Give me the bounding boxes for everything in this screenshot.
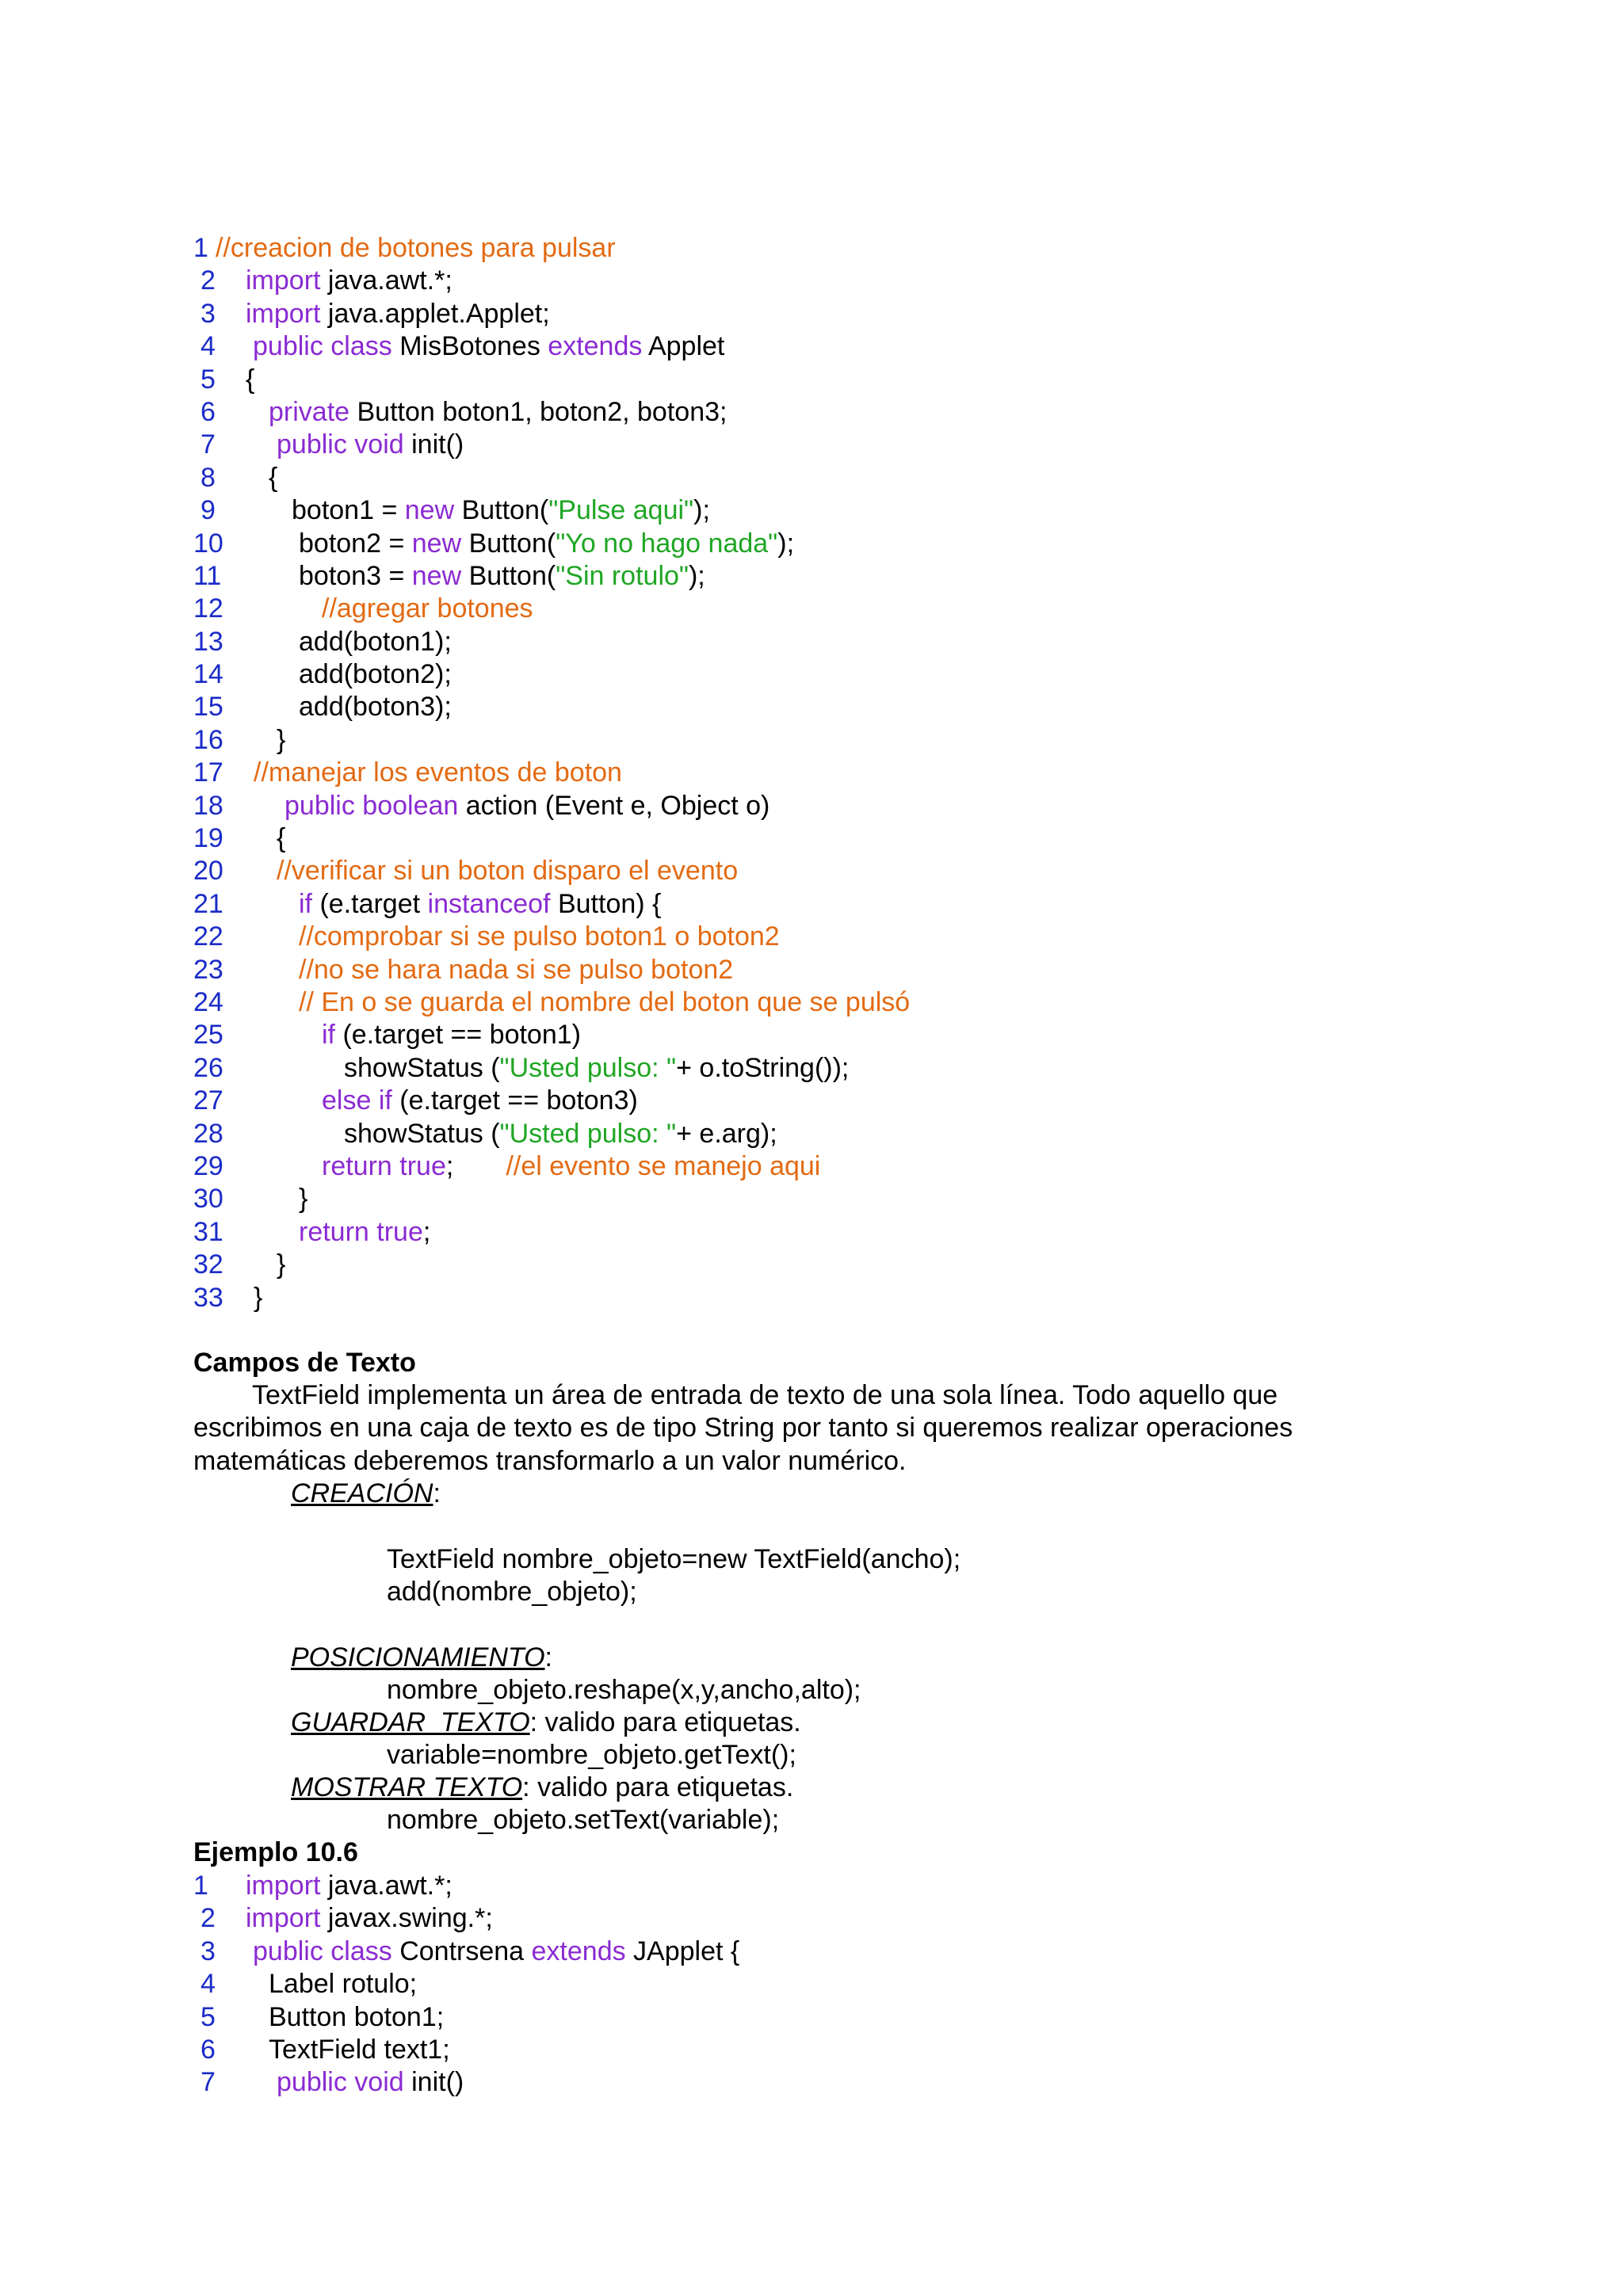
keyword-token: public void <box>277 2067 404 2098</box>
code-token: Label rotulo; <box>269 1969 418 2000</box>
code-token: (e.target == boton3) <box>391 1085 638 1116</box>
line-number: 17 <box>193 757 223 788</box>
code-listing-contrasena <box>193 1870 1461 2100</box>
keyword-token: if <box>299 888 312 919</box>
line-number: 3 <box>200 1936 216 1966</box>
keyword-token: public boolean <box>285 790 459 821</box>
keyword-token: new <box>411 528 462 559</box>
code-token: java.awt.*; <box>320 265 453 296</box>
keyword-token: public class <box>253 1936 392 1966</box>
code-text <box>299 921 780 953</box>
line-number: 3 <box>200 298 216 329</box>
keyword-token: return true <box>299 1216 423 1247</box>
line-number: 16 <box>193 724 223 755</box>
example-heading: Ejemplo 10.6 <box>193 1837 358 1867</box>
code-line <box>193 1936 1461 1968</box>
keyword-token: import <box>246 1871 321 1901</box>
keyword-token: private <box>269 396 350 427</box>
line-number: 24 <box>193 986 223 1017</box>
line-number: 28 <box>193 1118 223 1149</box>
code-token: java.applet.Applet; <box>320 298 550 329</box>
comment-token: //el evento se manejo aqui <box>506 1150 821 1181</box>
creacion-label-row: CREACIÓN: <box>291 1478 441 1508</box>
code-line <box>193 265 1461 297</box>
code-text <box>254 757 622 789</box>
code-text <box>322 593 533 625</box>
code-text <box>246 1902 493 1935</box>
keyword-token: import <box>246 265 321 296</box>
line-number: 25 <box>193 1020 223 1051</box>
line-number: 2 <box>200 265 216 296</box>
line-number: 14 <box>193 659 223 690</box>
code-token: java.awt.*; <box>320 1871 453 1901</box>
code-text <box>269 2001 444 2034</box>
code-token: + e.arg); <box>676 1118 777 1149</box>
code-line <box>193 232 1461 265</box>
line-number: 29 <box>193 1150 223 1181</box>
code-line <box>193 790 1461 822</box>
code-line <box>193 921 1461 953</box>
posicionamiento-label: POSICIONAMIENTO <box>291 1642 545 1672</box>
string-token: "Usted pulso: " <box>499 1052 677 1083</box>
code-line <box>193 986 1461 1019</box>
code-token: add(boton3); <box>299 692 452 723</box>
paragraph-line-1: TextField implementa un área de entrada de texto de una sola línea. Todo aquello que <box>252 1380 1278 1410</box>
line-number: 15 <box>193 692 223 723</box>
mostrar-code: nombre_objeto.setText(variable); <box>387 1805 780 1835</box>
code-token: add(boton1); <box>299 626 452 657</box>
code-text <box>253 330 724 363</box>
code-line <box>193 2001 1461 2034</box>
comment-token: //no se hara nada si se pulso boton2 <box>299 954 734 985</box>
code-text <box>299 954 733 986</box>
line-number: 13 <box>193 626 223 657</box>
code-text <box>254 1282 262 1314</box>
line-number: 7 <box>200 429 216 460</box>
code-token: { <box>269 462 278 493</box>
code-token: ); <box>693 495 710 526</box>
code-text <box>277 822 285 855</box>
keyword-token: import <box>246 1903 321 1934</box>
line-number: 7 <box>200 2067 216 2098</box>
code-token: ); <box>688 560 705 591</box>
line-number: 21 <box>193 888 223 919</box>
code-line <box>193 1085 1461 1117</box>
code-token: } <box>254 1282 263 1313</box>
code-text <box>285 790 769 822</box>
line-number: 32 <box>193 1249 223 1280</box>
line-number: 18 <box>193 790 223 821</box>
code-token: boton1 = <box>292 495 405 526</box>
code-token: (e.target == boton1) <box>335 1020 581 1051</box>
code-token: } <box>277 724 286 755</box>
code-line <box>193 560 1461 593</box>
code-line <box>193 298 1461 330</box>
code-text <box>299 626 452 658</box>
keyword-token: return true <box>322 1150 446 1181</box>
code-token: init() <box>403 2067 464 2098</box>
code-token: Button( <box>461 560 556 591</box>
code-line <box>193 429 1461 461</box>
code-text <box>253 1936 739 1968</box>
code-token: ; <box>445 1150 506 1181</box>
posicionamiento-label-row: POSICIONAMIENTO: <box>291 1642 552 1672</box>
code-text <box>344 1052 849 1085</box>
code-token: TextField text1; <box>269 2034 450 2065</box>
string-token: "Usted pulso: " <box>499 1118 677 1149</box>
line-number: 11 <box>193 560 222 591</box>
line-number: 2 <box>200 1903 216 1934</box>
creacion-code-line-1: TextField nombre_objeto=new TextField(ancho); <box>387 1544 961 1574</box>
guardar-label: GUARDAR TEXTO <box>291 1707 530 1737</box>
code-line <box>193 528 1461 560</box>
code-text <box>216 232 616 265</box>
line-number: 22 <box>193 921 223 952</box>
code-token: Applet <box>642 331 725 362</box>
line-number: 5 <box>200 364 216 395</box>
code-text <box>277 429 464 461</box>
code-token: { <box>246 364 255 395</box>
code-text <box>246 298 550 330</box>
comment-token: // En o se guarda el nombre del boton que se pulsó <box>299 986 911 1017</box>
code-line <box>193 1019 1461 1051</box>
line-number: 4 <box>200 1969 216 2000</box>
code-text <box>299 888 661 921</box>
code-token: (e.target <box>312 888 428 919</box>
section-heading: Campos de Texto <box>193 1348 416 1378</box>
code-line <box>193 757 1461 789</box>
string-token: "Pulse aqui" <box>548 495 694 526</box>
code-text <box>292 494 710 527</box>
code-token: Contrsena <box>391 1936 532 1966</box>
code-text <box>322 1085 638 1117</box>
line-number: 9 <box>200 495 216 526</box>
code-text <box>277 724 285 757</box>
line-number: 23 <box>193 954 223 985</box>
code-text <box>322 1019 581 1051</box>
code-token: javax.swing.*; <box>320 1903 493 1934</box>
code-text <box>246 1870 453 1902</box>
keyword-token: else if <box>322 1085 392 1116</box>
keyword-token: import <box>246 298 321 329</box>
code-line <box>193 2066 1461 2099</box>
line-number: 30 <box>193 1184 223 1215</box>
code-line <box>193 691 1461 723</box>
code-line <box>193 1118 1461 1150</box>
code-text <box>299 560 705 593</box>
line-number: 20 <box>193 856 223 887</box>
code-text <box>277 2066 464 2099</box>
code-token: action (Event e, Object o) <box>458 790 770 821</box>
code-line <box>193 658 1461 691</box>
line-number: 19 <box>193 823 223 854</box>
string-token: "Sin rotulo" <box>556 560 689 591</box>
keyword-token: if <box>322 1020 335 1051</box>
code-line <box>193 494 1461 527</box>
code-line <box>193 1870 1461 1902</box>
code-line <box>193 396 1461 429</box>
code-text <box>269 1968 417 2000</box>
code-line <box>193 1150 1461 1183</box>
code-text <box>269 396 727 429</box>
code-line <box>193 1968 1461 2000</box>
code-line <box>193 888 1461 921</box>
code-token: } <box>299 1184 308 1215</box>
line-number: 33 <box>193 1282 223 1313</box>
code-line <box>193 1216 1461 1249</box>
string-token: "Yo no hago nada" <box>556 528 778 559</box>
line-number: 12 <box>193 593 223 624</box>
mostrar-label-row: MOSTRAR TEXTO: valido para etiquetas. <box>291 1772 794 1802</box>
guardar-label-row: GUARDAR TEXTO: valido para etiquetas. <box>291 1707 801 1737</box>
code-token: Button( <box>461 528 556 559</box>
keyword-token: public class <box>253 331 392 362</box>
code-line <box>193 462 1461 494</box>
posicionamiento-code: nombre_objeto.reshape(x,y,ancho,alto); <box>387 1675 861 1705</box>
code-text <box>299 1183 307 1215</box>
paragraph-line-3: matemáticas deberemos transformarlo a un valor numérico. <box>193 1445 907 1476</box>
code-token: Button( <box>454 495 549 526</box>
keyword-token: instanceof <box>427 888 551 919</box>
keyword-token: extends <box>531 1936 626 1966</box>
code-line <box>193 1183 1461 1215</box>
comment-token: //creacion de botones para pulsar <box>216 233 616 263</box>
code-text <box>269 462 277 494</box>
code-text <box>344 1118 777 1150</box>
code-token: MisBotones <box>391 331 548 362</box>
code-line <box>193 1902 1461 1935</box>
comment-token: //manejar los eventos de boton <box>254 757 622 788</box>
code-line <box>193 724 1461 757</box>
keyword-token: public void <box>277 429 404 460</box>
code-line <box>193 1052 1461 1085</box>
code-text <box>277 1249 285 1281</box>
code-text <box>277 855 738 887</box>
code-text <box>299 528 794 560</box>
comment-token: //verificar si un boton disparo el evento <box>277 856 739 887</box>
code-token: Button boton1; <box>269 2001 445 2032</box>
code-text <box>299 691 452 723</box>
code-token: Button) { <box>550 888 662 919</box>
code-token: add(boton2); <box>299 659 452 690</box>
line-number: 5 <box>200 2001 216 2032</box>
creacion-label: CREACIÓN <box>291 1478 433 1508</box>
code-text <box>322 1150 820 1183</box>
code-token: ; <box>422 1216 431 1247</box>
line-number: 26 <box>193 1052 223 1083</box>
creacion-code-line-2: add(nombre_objeto); <box>387 1577 637 1607</box>
code-line <box>193 1282 1461 1314</box>
code-line <box>193 593 1461 625</box>
paragraph-line-2: escribimos en una caja de texto es de tipo String por tanto si queremos realizar operaciones <box>193 1413 1293 1444</box>
code-text <box>299 1216 430 1249</box>
code-token: + o.toString()); <box>676 1052 850 1083</box>
line-number: 31 <box>193 1216 223 1247</box>
code-text <box>246 265 453 297</box>
keyword-token: extends <box>548 331 643 362</box>
keyword-token: new <box>411 560 462 591</box>
code-text <box>269 2034 450 2066</box>
code-line <box>193 2034 1461 2066</box>
code-line <box>193 626 1461 658</box>
code-text <box>299 986 910 1019</box>
code-token: JApplet { <box>625 1936 740 1966</box>
guardar-code: variable=nombre_objeto.getText(); <box>387 1740 796 1770</box>
line-number: 6 <box>200 396 216 427</box>
code-token: boton2 = <box>299 528 412 559</box>
comment-token: //comprobar si se pulso boton1 o boton2 <box>299 921 780 952</box>
code-token: showStatus ( <box>344 1118 500 1149</box>
code-text <box>299 658 452 691</box>
keyword-token: new <box>404 495 455 526</box>
code-line <box>193 822 1461 855</box>
line-number: 27 <box>193 1085 223 1116</box>
code-listing-botones <box>193 232 1461 1314</box>
code-token: { <box>277 823 286 854</box>
line-number: 4 <box>200 331 216 362</box>
code-token: ); <box>777 528 795 559</box>
code-token: init() <box>403 429 464 460</box>
code-line <box>193 330 1461 363</box>
line-number: 1 <box>193 1871 208 1901</box>
code-line <box>193 364 1461 396</box>
code-token: Button boton1, boton2, boton3; <box>349 396 727 427</box>
code-text <box>246 364 254 396</box>
code-token: } <box>277 1249 286 1280</box>
mostrar-label: MOSTRAR TEXTO <box>291 1772 523 1802</box>
code-token: boton3 = <box>299 560 412 591</box>
line-number: 10 <box>193 528 223 559</box>
section-paragraph <box>193 1379 1428 1478</box>
code-line <box>193 954 1461 986</box>
code-line <box>193 1249 1461 1281</box>
line-number: 6 <box>200 2034 216 2065</box>
code-line <box>193 855 1461 887</box>
comment-token: //agregar botones <box>322 593 533 624</box>
line-number: 8 <box>200 462 216 493</box>
code-token: showStatus ( <box>344 1052 500 1083</box>
line-number: 1 <box>193 233 208 263</box>
